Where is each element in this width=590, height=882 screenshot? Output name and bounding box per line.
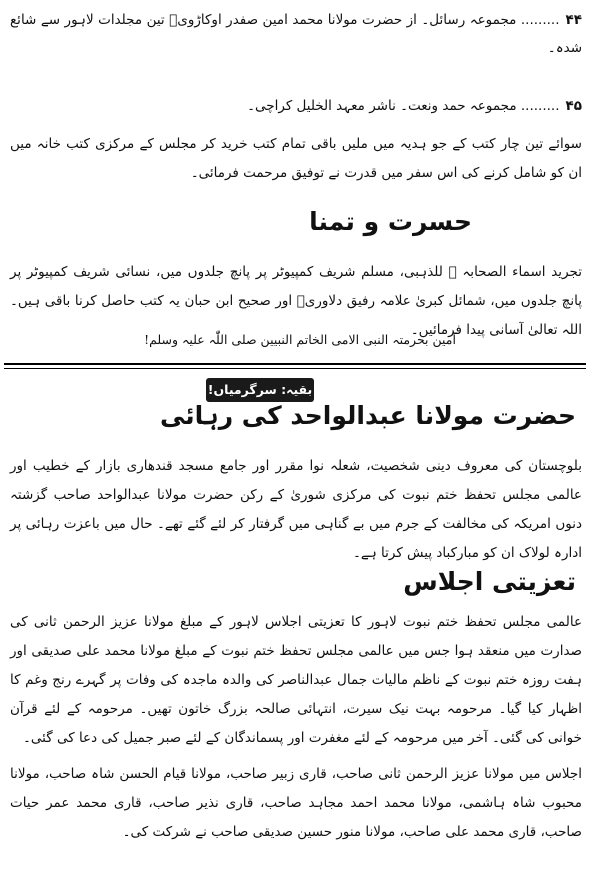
item-text: ......... مجموعہ رسائل۔ از حضرت مولانا محمد امین صفدر اوکاڑویؒ تین مجلدات لاہور سے شائع شدہ۔ <box>10 12 582 56</box>
intro-paragraph: سوائے تین چار کتب کے جو ہدیہ میں ملیں باقی تمام کتب خرید کر مجلس کے مرکزی کتب خانہ میں ان کو شامل کرنے کی اس سفر میں قدرت نے توفیق مرحمت فرمائی۔ <box>10 136 582 181</box>
item-number: ۴۴ <box>565 12 582 28</box>
taziyati-paragraph: عالمی مجلس تحفظ ختم نبوت لاہور کا تعزیتی اجلاس لاہور کے مبلغ مولانا عزیز الرحمن ثانی کی صدارت میں منعقد ہوا جس میں عالمی مجلس تحفظ ختم نبوت کے مبلغ مولانا محمد علی صدیقی اور ہفت روزہ ختم نبوت کے ناظم مالیات جمال عبدالناصر کی والدہ ماجدہ کی وفات پر گہرے رنج وغم کا اظہار کیا گیا۔ مرحومہ بہت نیک سیرت، انتہائی صالحہ بزرگ خاتون تھیں۔ مرحومہ کے لئے قرآن خوانی کی گئی۔ آخر میں مرحومہ کے لئے مغفرت اور پسماندگان کے لئے صبر جمیل کی دعا کی گئی۔ <box>10 614 582 746</box>
section-divider-thin <box>4 368 586 369</box>
section-heading-rihai: حضرت مولانا عبدالواحد کی رہائی <box>159 401 576 430</box>
section-divider <box>4 363 586 365</box>
attendees-paragraph: اجلاس میں مولانا عزیز الرحمن ثانی صاحب، قاری زبیر صاحب، مولانا قیام الحسن شاہ صاحب، مولانا محبوب شاہ ہاشمی، مولانا محمد احمد مجاہد صاحب، قاری نذیر صاحب، قاری محمد عمر حیات صاحب، قاری محمد علی صاحب، مولانا منور حسین صدیقی صاحب نے شرکت کی۔ <box>10 766 582 840</box>
item-text: ......... مجموعہ حمد ونعت۔ ناشر معہد الخلیل کراچی۔ <box>247 98 560 114</box>
continued-badge: بقیہ: سرگرمیاں! <box>206 378 314 402</box>
list-item <box>10 6 582 62</box>
closing-prayer: آمین بحرمتہ النبی الامی الخاتم النبیین صلی اللّٰہ علیہ وسلم! <box>144 332 456 347</box>
section-heading-taziyati: تعزیتی اجلاس <box>403 567 576 596</box>
list-item <box>10 92 582 120</box>
hasrat-paragraph: تجرید اسماء الصحابہ ؓ للذہبی، مسلم شریف کمپیوٹر پر پانچ جلدوں میں، نسائی شریف کمپیوٹر پر پانچ جلدوں میں، شمائل کبریٰ علامہ رفیق دلاوریؒ اور صحیح ابن حبان یہ کتب حاصل کرنا باقی ہیں۔ اللہ تعالیٰ آسانی پیدا فرمائیں۔ <box>10 264 582 338</box>
rihai-paragraph: بلوچستان کی معروف دینی شخصیت، شعلہ نوا مقرر اور جامع مسجد قندھاری بازار کے خطیب اور عالمی مجلس تحفظ ختم نبوت کی مرکزی شوریٰ کے رکن حضرت مولانا عبدالواحد صاحب گزشتہ دنوں امریکہ کی مخالفت کے جرم میں بے گناہی میں گرفتار کر لئے گئے تھے۔ حال میں باعزت رہائی پر ادارہ لولاک ان کو مبارکباد پیش کرتا ہے۔ <box>10 458 582 561</box>
section-heading-hasrat: حسرت و تمنا <box>309 207 472 236</box>
item-number: ۴۵ <box>565 98 582 114</box>
